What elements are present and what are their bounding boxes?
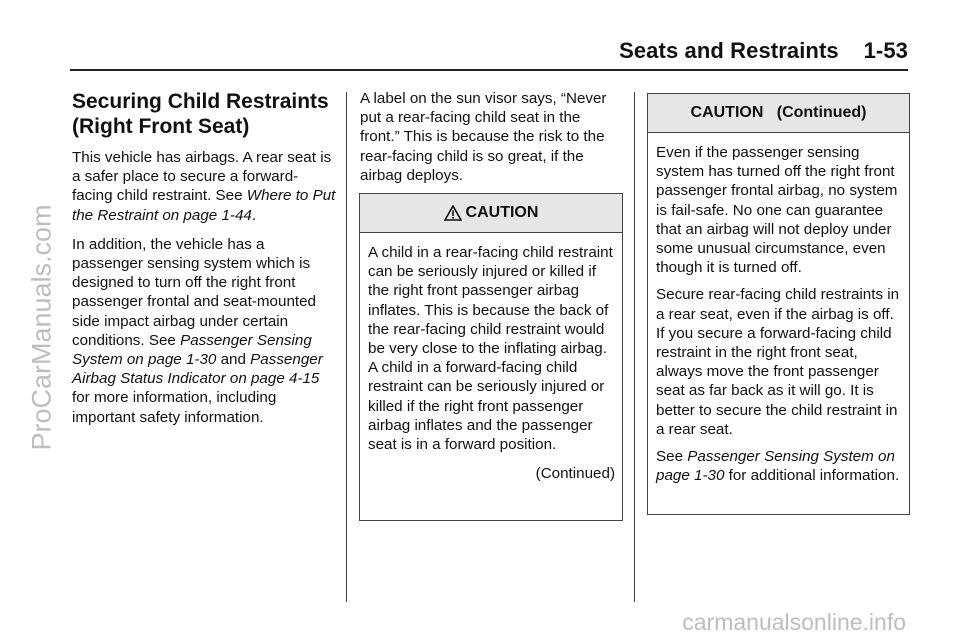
caution-header (360, 194, 622, 233)
paragraph-rear-seat: Secure rear-facing child restraints in a rear seat, even if the airbag is off. If you secure a forward-facing child restraint in the right front seat, always move the front passenger seat as far back as it will go. It is better to secure the child restraint in a rear seat. (656, 286, 900, 438)
paragraph-end: for more information, including important safety information. (72, 389, 277, 426)
caution-title: CAUTION (465, 204, 539, 221)
paragraph-text: This vehicle has airbags. A rear seat is a safer place to secure a forward-facing child restraint. See (72, 149, 332, 205)
continued-label: (Continued) (535, 465, 615, 483)
paragraph-airbags (72, 148, 338, 225)
column-2 (360, 89, 622, 195)
section-title: Seats and Restraints 1-53 (619, 38, 908, 63)
paragraph-text: In addition, the vehicle has a passenger sensing system which is designed to turn off the right front passenger frontal and seat-mounted side impact airbag under certain conditions. See (72, 235, 317, 349)
cross-reference-link[interactable]: Passenger Sensing System on page 1-30 (656, 448, 895, 485)
caution-continued-header (648, 94, 909, 133)
paragraph-end: . (251, 206, 257, 224)
side-watermark: ProCarManuals.com (26, 204, 57, 451)
paragraph-sensing-system (72, 235, 338, 427)
caution-text: A child in a rear-facing child restraint can be seriously injured or killed if the right front passenger airbag inflates. This is because the back of the rear-facing child restraint would be very close to the inflating airbag. A child in a forward-facing child restraint can be seriously injured or killed if the right front passenger airbag inflates and the passenger seat is in a forward position. (368, 244, 613, 454)
caution-body (360, 233, 622, 492)
section-heading: Securing Child Restraints (Right Front Seat) (72, 90, 329, 138)
bottom-watermark: carmanualsonline.info (682, 609, 906, 635)
column-divider-2 (634, 92, 635, 602)
conjunction-text: and (216, 351, 251, 369)
cross-reference-link[interactable]: Where to Put the Restraint on page 1-44 (72, 187, 336, 224)
paragraph-fail-safe: Even if the passenger sensing system has turned off the right front passenger frontal airbag, no system is fail-safe. No one can guarantee that an airbag will not deploy under some unusual circumstance, even though it is turned off. (656, 144, 898, 277)
caution-continued-box (647, 93, 910, 515)
caution-continued-title: CAUTION (Continued) (690, 104, 867, 121)
paragraph-sun-visor: A label on the sun visor says, “Never put a rear-facing child seat in the front.” This is because the risk to the rear-facing child is so great, if the airbag deploys. (360, 90, 607, 184)
paragraph-end: for additional information. (724, 467, 900, 485)
caution-box (359, 193, 623, 521)
paragraph-text: See (656, 448, 688, 466)
column-1 (72, 89, 338, 437)
paragraph-see-also (656, 447, 902, 485)
cross-reference-link[interactable]: Passenger Sensing System on page 1-30 (72, 331, 312, 369)
header-rule (70, 69, 908, 71)
column-divider-1 (346, 92, 347, 602)
cross-reference-link[interactable]: Passenger Airbag Status Indicator on page 4-15 (72, 351, 323, 388)
warning-triangle-icon (444, 205, 462, 221)
page-header (70, 38, 908, 66)
caution-continued-body (648, 133, 909, 502)
